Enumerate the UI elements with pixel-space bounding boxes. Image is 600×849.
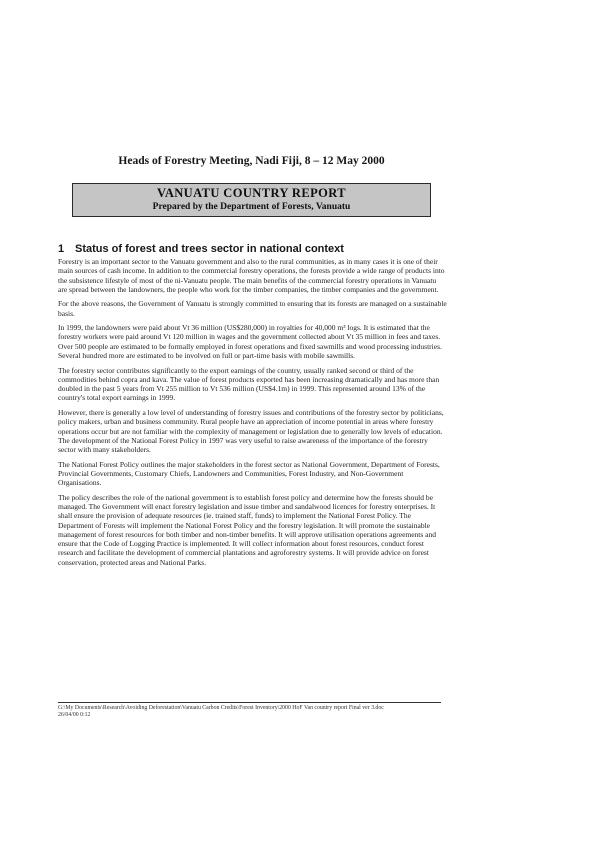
paragraph: In 1999, the landowners were paid about Vt 36 million (US$280,000) in royalties for 40,000 m³ logs. It is estimated that the forestry workers were paid around Vt 120 million in wages and the government collected about Vt 35 million in fees and taxes. Over 500 people are estimated to be formally employed in forest operations and fixed sawmills and wood processing industries. Several hundred more are estimated to be involved on full or part-time basis with mobile sawmills. bbox=[58, 323, 442, 361]
body-text-column bbox=[58, 257, 447, 572]
footer-separator-rule bbox=[58, 702, 441, 703]
paragraph: The policy describes the role of the national government is to establish forest policy and determine how the forests should be managed. The Government will enact forestry legislation and issue timber and sandalwood licences for forestry enterprises. It shall ensure the provision of adequate resources (ie. trained staff, funds) to implement the National Forest Policy. The Department of Forests will implement the National Forest Policy and the forestry legislation. It will promote the sustainable management of forest resources for both timber and non-timber benefits. It will approve utilisation operations agreements and ensure that the Code of Logging Practice is implemented. It will collect information about forest resources, conduct forest research and facilitate the development of commercial plantations and agroforestry systems. It will provide advice on forest conservation, protected areas and National Parks. bbox=[58, 492, 437, 567]
report-box-subtitle: Prepared by the Department of Forests, Vanuatu bbox=[152, 202, 351, 212]
report-title-box bbox=[72, 183, 431, 217]
section-number: 1 bbox=[58, 243, 65, 255]
section-heading bbox=[58, 243, 478, 256]
report-box-title: VANUATU COUNTRY REPORT bbox=[157, 186, 346, 200]
meeting-title: Heads of Forestry Meeting, Nadi Fiji, 8 – 12 May 2000 bbox=[118, 155, 385, 167]
paragraph: The forestry sector contributes significantly to the export earnings of the country, usually ranked second or third of the commodities behind copra and kava. The value of forest products exported has been increasing dramatically and has more than doubled in the past 5 years from Vt 255 million to Vt 536 million (US$4.1m) in 1999. This represented around 13% of the country's total export earnings in 1999. bbox=[58, 365, 440, 403]
footer-timestamp: 26/04/00 0:12 bbox=[58, 712, 91, 719]
paragraph: The National Forest Policy outlines the major stakeholders in the forest sector as National Government, Department of Forests, Provincial Governments, Customary Chiefs, Landowners and Communities, Forest Industry, and Non-Government Organisations. bbox=[58, 459, 440, 488]
paragraph: However, there is generally a low level of understanding of forestry issues and contributions of the forestry sector by politicians, policy makers, urban and business community. Rural people have an appreciation of income potential in areas where forestry operations occur but are not familiar with the complexity of management or legislation due to generally low levels of education. The development of the National Forest Policy in 1997 was very useful to raise awareness of the importance of the forestry sector with many stakeholders. bbox=[58, 407, 444, 455]
section-title: Status of forest and trees sector in national context bbox=[75, 243, 344, 255]
paragraph: For the above reasons, the Government of Vanuatu is strongly committed to ensuring that its forests are managed on a sustainable basis. bbox=[58, 299, 447, 318]
footer-file-path: G:\My Documents\Research\Avoiding Deforestation\Vanuatu Carbon Credits\Forest Inventory\2000 HoF Van country report Final ver 3.doc bbox=[58, 704, 384, 711]
page-footer bbox=[58, 702, 478, 720]
paragraph: Forestry is an important sector to the Vanuatu government and also to the rural communities, as in many cases it is one of their main sources of cash income. In addition to the commercial forestry operations, the forests provide a wide range of products into the subsistence lifestyle of most of the ni-Vanuatu people. The main benefits of the commercial forestry operations in Vanuatu are spread between the landowners, the people who work for the timber companies, the timber companies and the government. bbox=[58, 257, 445, 294]
